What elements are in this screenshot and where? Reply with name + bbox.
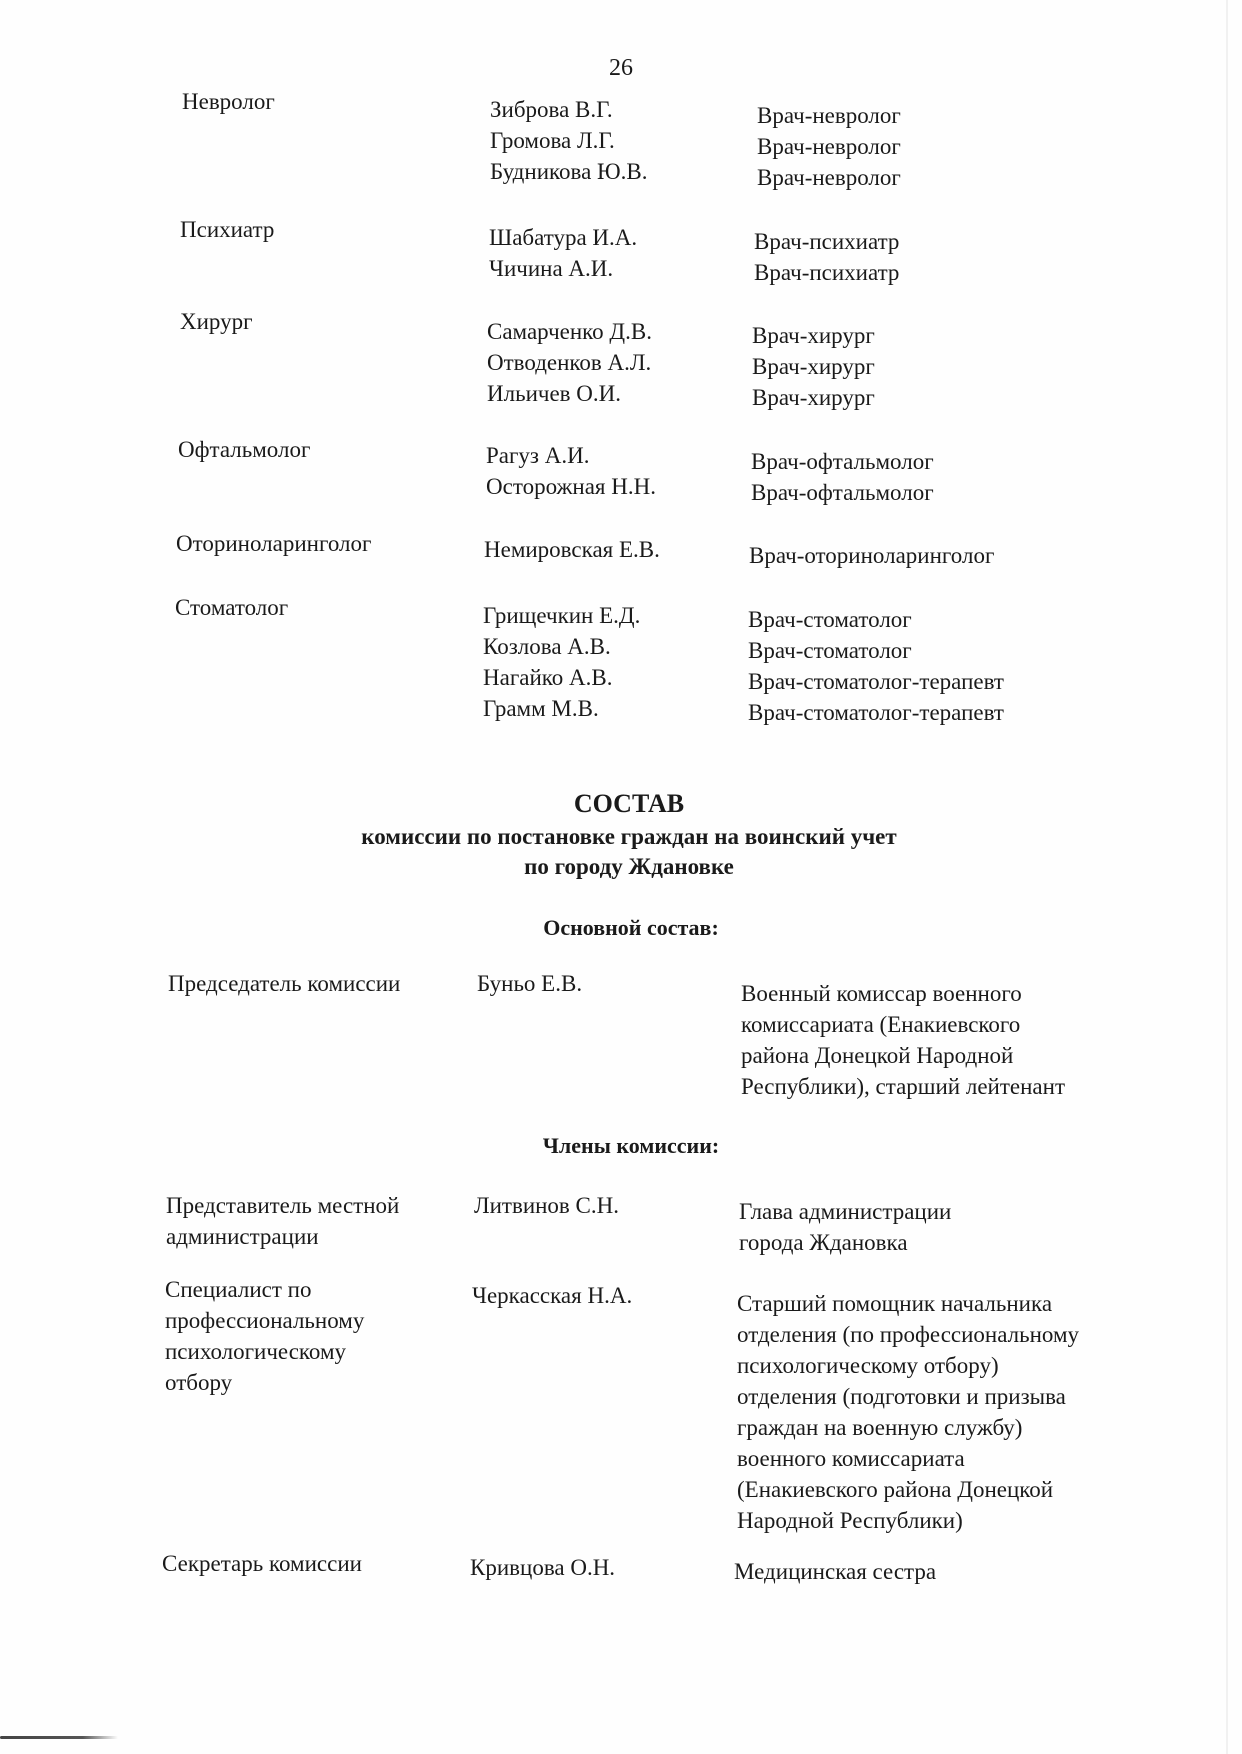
member-role <box>165 1274 364 1398</box>
specialist-name: Зиброва В.Г. <box>490 97 613 122</box>
position-line: граждан на военную службу) <box>737 1415 1023 1440</box>
specialist-name: Шабатура И.А. <box>489 225 638 250</box>
specialist-position: Врач-невролог <box>757 134 901 159</box>
page-number: 26 <box>609 55 633 81</box>
specialist-positions <box>757 100 901 193</box>
specialist-names <box>486 440 656 502</box>
chairman-name: Буньо Е.В. <box>477 971 583 996</box>
commission-subtitle-line2: по городу Ждановке <box>524 854 734 879</box>
specialist-name: Грищечкин Е.Д. <box>483 603 641 628</box>
secretary-position: Медицинская сестра <box>734 1559 937 1584</box>
secretary-role: Секретарь комиссии <box>162 1551 362 1576</box>
specialist-name: Осторожная Н.Н. <box>486 474 656 499</box>
chairman-position <box>741 978 1065 1102</box>
specialty-label: Хирург <box>180 309 253 334</box>
position-line: района Донецкой Народной <box>741 1043 1014 1068</box>
specialist-positions <box>754 226 899 288</box>
commission-subtitle-line1: комиссии по постановке граждан на воинский учет <box>361 824 897 849</box>
member-role <box>166 1190 399 1252</box>
specialist-position: Врач-психиатр <box>754 229 900 254</box>
specialty-label: Офтальмолог <box>178 437 311 462</box>
specialty-label: Психиатр <box>180 217 275 242</box>
commission-title: СОСТАВ <box>573 789 685 818</box>
scan-edge <box>1226 0 1228 1754</box>
role-line: профессиональному <box>165 1308 365 1333</box>
position-line: Старший помощник начальника <box>737 1291 1053 1316</box>
specialist-name: Рагуз А.И. <box>486 443 590 468</box>
specialty-label: Стоматолог <box>175 595 289 620</box>
specialist-position: Врач-офтальмолог <box>751 449 934 474</box>
specialist-position: Врач-хирург <box>752 354 875 379</box>
specialist-position: Врач-хирург <box>752 323 875 348</box>
member-name: Черкасская Н.А. <box>472 1283 633 1308</box>
position-line: города Ждановка <box>739 1230 908 1255</box>
specialist-names <box>483 600 640 724</box>
specialist-position: Врач-невролог <box>757 165 901 190</box>
specialist-position: Врач-оториноларинголог <box>749 543 995 568</box>
role-line: отбору <box>165 1370 233 1395</box>
member-name: Литвинов С.Н. <box>474 1193 619 1218</box>
position-line: Народной Республики) <box>737 1508 963 1533</box>
specialist-positions <box>752 320 875 413</box>
scan-artifact-mark <box>0 1736 118 1739</box>
member-position <box>739 1196 951 1258</box>
role-line: Представитель местной <box>166 1193 400 1218</box>
position-line: комиссариата (Енакиевского <box>741 1012 1021 1037</box>
specialty-label: Оториноларинголог <box>176 531 372 556</box>
specialist-name: Громова Л.Г. <box>490 128 615 153</box>
specialist-names <box>487 316 652 409</box>
specialist-position: Врач-хирург <box>752 385 875 410</box>
specialist-names <box>484 534 660 565</box>
position-line: (Енакиевского района Донецкой <box>737 1477 1054 1502</box>
specialist-name: Чичина А.И. <box>489 256 614 281</box>
specialist-name: Грамм М.В. <box>483 696 599 721</box>
secretary-name: Кривцова О.Н. <box>470 1555 616 1580</box>
position-line: Республики), старший лейтенант <box>741 1074 1065 1099</box>
specialist-position: Врач-офтальмолог <box>751 480 934 505</box>
specialist-name: Самарченко Д.В. <box>487 319 652 344</box>
specialist-name: Ильичев О.И. <box>487 381 621 406</box>
position-line: психологическому отбору) <box>737 1353 999 1378</box>
specialist-name: Отводенков А.Л. <box>487 350 652 375</box>
role-line: Специалист по <box>165 1277 312 1302</box>
specialist-position: Врач-стоматолог-терапевт <box>748 669 1004 694</box>
role-line: психологическому <box>165 1339 347 1364</box>
specialist-names <box>489 222 637 284</box>
specialist-positions <box>751 446 934 508</box>
specialist-position: Врач-стоматолог <box>748 638 912 663</box>
chairman-role: Председатель комиссии <box>168 971 401 996</box>
position-line: Военный комиссар военного <box>741 981 1022 1006</box>
position-line: отделения (подготовки и призыва <box>737 1384 1066 1409</box>
specialty-label: Невролог <box>182 89 275 114</box>
specialist-name: Немировская Е.В. <box>484 537 660 562</box>
position-line: отделения (по профессиональному <box>737 1322 1080 1347</box>
specialist-name: Козлова А.В. <box>483 634 611 659</box>
member-position <box>737 1288 1079 1536</box>
specialist-name: Нагайко А.В. <box>483 665 613 690</box>
specialist-position: Врач-психиатр <box>754 260 900 285</box>
role-line: администрации <box>166 1224 319 1249</box>
specialist-position: Врач-невролог <box>757 103 901 128</box>
specialist-positions <box>749 540 994 571</box>
specialist-names <box>490 94 648 187</box>
specialist-position: Врач-стоматолог-терапевт <box>748 700 1004 725</box>
members-heading: Члены комиссии: <box>542 1133 720 1158</box>
specialist-positions <box>748 604 1004 728</box>
position-line: военного комиссариата <box>737 1446 965 1471</box>
specialist-position: Врач-стоматолог <box>748 607 912 632</box>
main-section-heading: Основной состав: <box>543 915 719 940</box>
specialist-name: Будникова Ю.В. <box>490 159 648 184</box>
position-line: Глава администрации <box>739 1199 952 1224</box>
